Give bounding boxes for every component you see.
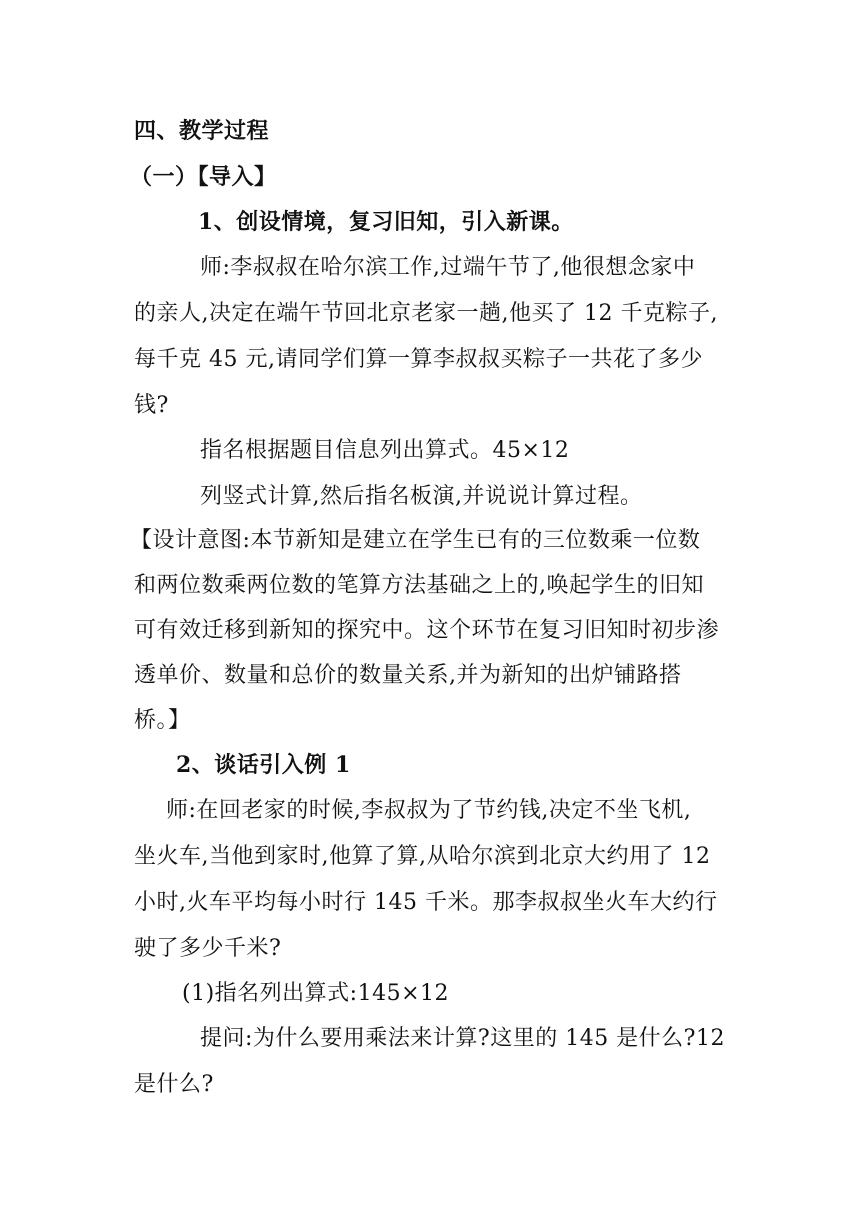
para1-line: 师:李叔叔在哈尔滨工作,过端午节了,他很想念家中: [200, 255, 696, 280]
design-intent-line: 桥。】: [134, 708, 191, 733]
para4-line: 驶了多少千米?: [134, 936, 282, 961]
step2-heading: 2、谈话引入例 1: [176, 752, 351, 778]
question-line: 是什么?: [134, 1072, 214, 1097]
step1-heading: 1、创设情境，复习旧知，引入新课。: [198, 209, 574, 235]
design-intent-line: 可有效迁移到新知的探究中。这个环节在复习旧知时初步渗: [134, 618, 720, 643]
design-intent-line: 和两位数乘两位数的笔算方法基础之上的,唤起学生的旧知: [134, 573, 704, 598]
design-intent-line: 透单价、数量和总价的数量关系,并为新知的出炉铺路搭: [134, 663, 682, 688]
para4-line: 小时,火车平均每小时行 145 千米。那李叔叔坐火车大约行: [134, 890, 718, 915]
subsection-title: （一）【导入】: [130, 164, 277, 190]
para1-line: 钱?: [134, 393, 169, 418]
para4-line: 师:在回老家的时候,李叔叔为了节约钱,决定不坐飞机,: [166, 798, 692, 823]
section-title: 四、教学过程: [134, 118, 270, 144]
question-line: 提问:为什么要用乘法来计算?这里的 145 是什么?12: [200, 1026, 725, 1051]
para1-line: 每千克 45 元,请同学们算一算李叔叔买粽子一共花了多少: [134, 347, 703, 372]
para3: 列竖式计算,然后指名板演,并说说计算过程。: [200, 484, 643, 509]
para1-line: 的亲人,决定在端午节回北京老家一趟,他买了 12 千克粽子,: [134, 301, 718, 326]
para2: 指名根据题目信息列出算式。45×12: [200, 438, 570, 463]
item1: (1)指名列出算式:145×12: [182, 981, 449, 1006]
design-intent-line: 【设计意图:本节新知是建立在学生已有的三位数乘一位数: [130, 528, 701, 553]
para4-line: 坐火车,当他到家时,他算了算,从哈尔滨到北京大约用了 12: [134, 844, 711, 869]
